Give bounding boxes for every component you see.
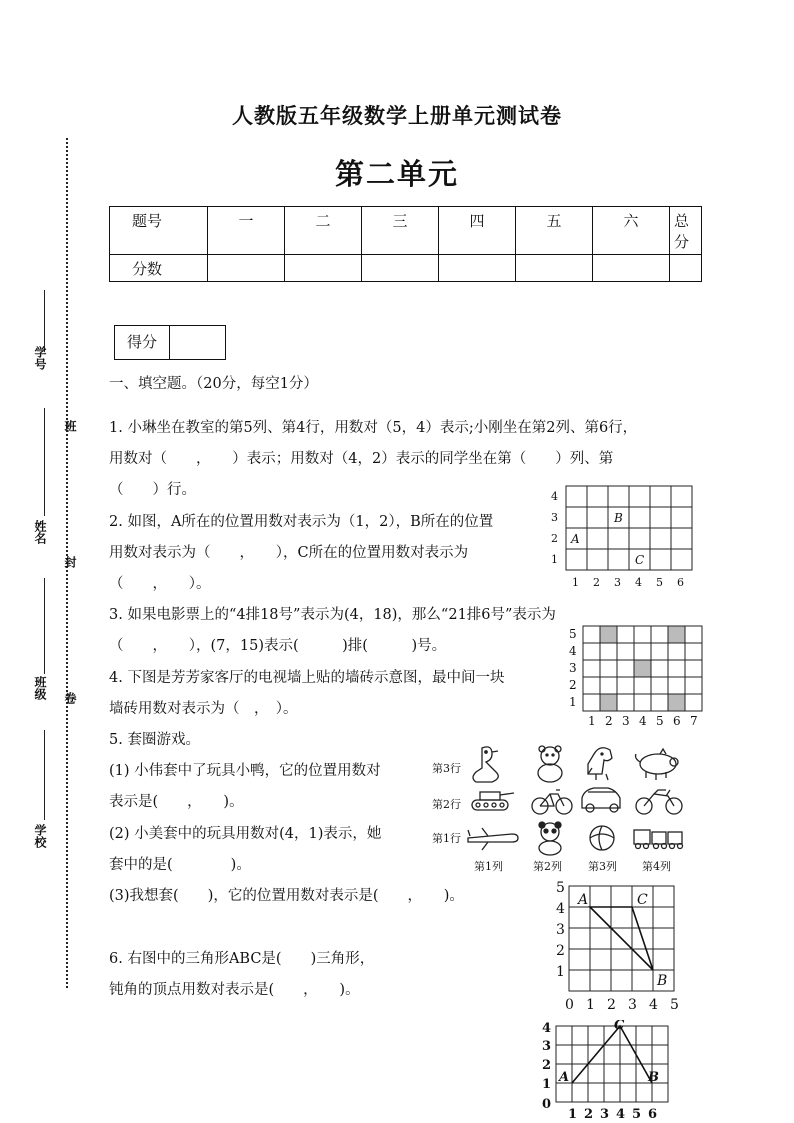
question-line: 5. 套圈游戏。 xyxy=(109,732,200,748)
bicycle-icon[interactable] xyxy=(532,790,572,814)
point-label: B xyxy=(614,511,623,525)
question-line: 表示是( ， )。 xyxy=(109,794,244,810)
airplane-icon[interactable] xyxy=(468,828,518,850)
dog-icon[interactable] xyxy=(588,748,612,780)
col-label: 5 xyxy=(656,576,663,589)
question-line: 钝角的顶点用数对表示是( ， )。 xyxy=(109,982,360,998)
car-icon[interactable] xyxy=(582,788,620,812)
col-label: 第1列 xyxy=(474,860,503,873)
score-input-cell[interactable] xyxy=(593,255,670,282)
x-tick-label: 2 xyxy=(584,1107,594,1120)
row-label: 1 xyxy=(551,553,558,566)
question-line: 用数对表示为（ ， ），C所在的位置用数对表示为 xyxy=(109,545,469,561)
point-label: A xyxy=(559,1070,570,1085)
y-tick-label: 2 xyxy=(542,1058,552,1073)
table-cell: 六 xyxy=(593,207,670,255)
pig-icon[interactable] xyxy=(636,749,679,780)
table-cell: 分数 xyxy=(110,255,208,282)
point-label: B xyxy=(657,973,668,989)
question-line: 墙砖用数对表示为（ ， ）。 xyxy=(109,701,298,717)
duck-icon[interactable] xyxy=(473,747,498,782)
question-line: 套中的是( )。 xyxy=(109,857,251,873)
table-cell: 三 xyxy=(362,207,439,255)
score-input-cell[interactable] xyxy=(285,255,362,282)
col-label: 2 xyxy=(593,576,600,589)
table-cell: 总分 xyxy=(670,207,702,255)
paper-mark-label: 卷 xyxy=(63,692,77,704)
x-tick-label: 1 xyxy=(568,1107,578,1120)
col-label: 6 xyxy=(677,576,684,589)
motorcycle-icon[interactable] xyxy=(636,790,682,814)
y-tick-label: 1 xyxy=(542,1077,552,1092)
table-row xyxy=(110,255,702,282)
table-cell: 一 xyxy=(208,207,285,255)
row-label: 1 xyxy=(569,695,577,709)
row-label: 3 xyxy=(551,511,558,524)
table-cell: 五 xyxy=(516,207,593,255)
x-tick-label: 6 xyxy=(648,1107,658,1120)
row-label: 2 xyxy=(569,678,577,692)
triangle-grid xyxy=(553,876,685,1016)
student-id-label: 学号 xyxy=(33,346,47,370)
page-title: 第二单元 xyxy=(334,157,459,191)
x-tick-label: 2 xyxy=(607,997,616,1013)
y-tick-label: 3 xyxy=(542,1039,552,1054)
x-tick-label: 5 xyxy=(670,997,679,1013)
col-label: 5 xyxy=(656,714,664,728)
question-line: 用数对（ ， ）表示；用数对（4，2）表示的同学坐在第（ ）列、第 xyxy=(109,451,614,467)
x-tick-label: 3 xyxy=(600,1107,610,1120)
triangle-abc xyxy=(590,907,653,970)
question-line: (1) 小伟套中了玩具小鸭，它的位置用数对 xyxy=(109,763,381,779)
question-line: 6. 右图中的三角形ABC是( )三角形， xyxy=(109,951,375,967)
seal-mark-label: 封 xyxy=(63,556,77,568)
school-label: 学校 xyxy=(33,824,47,848)
col-label: 6 xyxy=(673,714,681,728)
panda-icon[interactable] xyxy=(539,822,561,855)
question-line: (2) 小美套中的玩具用数对(4，1)表示，她 xyxy=(109,826,382,842)
score-input-cell[interactable] xyxy=(208,255,285,282)
question-line: 3. 如果电影票上的“4排18号”表示为(4，18)，那么“21排6号”表示为 xyxy=(109,607,556,623)
ball-icon[interactable] xyxy=(590,826,614,850)
score-box-label: 得分 xyxy=(115,326,170,359)
class-line xyxy=(44,578,45,674)
row-label: 第2行 xyxy=(432,798,461,811)
x-tick-label: 0 xyxy=(565,997,574,1013)
tank-icon[interactable] xyxy=(472,792,514,810)
question-line: （ ， ），(7，15)表示( )排( )号。 xyxy=(109,638,447,654)
table-cell: 二 xyxy=(285,207,362,255)
x-tick-label: 3 xyxy=(628,997,637,1013)
student-id-line xyxy=(44,290,45,352)
score-input-cell[interactable] xyxy=(670,255,702,282)
question-line: （ ， ）。 xyxy=(109,576,211,592)
question-line: (3)我想套( )，它的位置用数对表示是( ， )。 xyxy=(109,888,464,904)
col-label: 3 xyxy=(622,714,630,728)
score-input-cell[interactable] xyxy=(439,255,516,282)
section-heading: 一、填空题。（20分，每空1分） xyxy=(109,376,318,392)
teddy-bear-icon[interactable] xyxy=(538,746,562,782)
row-label: 5 xyxy=(569,627,577,641)
point-label: C xyxy=(614,1020,625,1033)
name-label: 姓名 xyxy=(33,520,47,544)
train-icon[interactable] xyxy=(634,830,683,849)
y-tick-label: 2 xyxy=(556,943,565,959)
question-line: 1. 小琳坐在教室的第5列、第4行，用数对（5，4）表示;小刚坐在第2列、第6行， xyxy=(109,420,638,436)
y-tick-label: 1 xyxy=(556,964,565,980)
col-label: 7 xyxy=(690,714,698,728)
row-label: 2 xyxy=(551,532,558,545)
x-tick-label: 5 xyxy=(632,1107,642,1120)
point-label: C xyxy=(637,892,648,908)
class-mark-label: 班 xyxy=(63,420,77,432)
col-label: 4 xyxy=(635,576,642,589)
point-label: C xyxy=(635,553,645,567)
col-label: 第4列 xyxy=(642,860,671,873)
triangle-acb xyxy=(572,1026,652,1083)
score-input-cell[interactable] xyxy=(362,255,439,282)
y-tick-label: 3 xyxy=(556,922,565,938)
x-tick-label: 4 xyxy=(616,1107,626,1120)
x-tick-label: 4 xyxy=(649,997,658,1013)
table-cell: 四 xyxy=(439,207,516,255)
name-line xyxy=(44,408,45,516)
tile-grid xyxy=(566,624,704,730)
point-label: A xyxy=(578,892,589,908)
row-label: 3 xyxy=(569,661,577,675)
col-label: 第2列 xyxy=(533,860,562,873)
y-tick-label: 5 xyxy=(556,880,565,896)
col-label: 4 xyxy=(639,714,647,728)
table-row xyxy=(110,207,702,255)
y-tick-label: 4 xyxy=(542,1021,552,1036)
row-label: 第1行 xyxy=(432,832,461,845)
school-line xyxy=(44,730,45,820)
row-label: 4 xyxy=(569,644,577,658)
row-label: 第3行 xyxy=(432,762,461,775)
point-label: A xyxy=(571,532,580,546)
col-label: 3 xyxy=(614,576,621,589)
table-cell: 题号 xyxy=(110,207,208,255)
y-tick-label: 4 xyxy=(556,901,565,917)
toy-grid xyxy=(430,740,694,876)
row-label: 4 xyxy=(551,490,558,503)
seat-grid xyxy=(548,482,698,594)
question-line: （ ）行。 xyxy=(109,482,196,498)
x-tick-label: 1 xyxy=(586,997,595,1013)
y-tick-label: 0 xyxy=(542,1097,552,1112)
col-label: 1 xyxy=(588,714,596,728)
triangle-grid-2 xyxy=(540,1020,676,1120)
question-line: 2. 如图，A所在的位置用数对表示为（1，2），B所在的位置 xyxy=(109,514,494,530)
col-label: 第3列 xyxy=(588,860,617,873)
score-box xyxy=(114,325,226,360)
col-label: 1 xyxy=(572,576,579,589)
point-label: B xyxy=(648,1070,659,1085)
class-label: 班级 xyxy=(33,676,47,700)
score-table xyxy=(109,206,702,282)
question-line: 4. 下图是芳芳家客厅的电视墙上贴的墙砖示意图，最中间一块 xyxy=(109,670,505,686)
subtitle: 人教版五年级数学上册单元测试卷 xyxy=(232,103,562,128)
score-input-cell[interactable] xyxy=(516,255,593,282)
col-label: 2 xyxy=(605,714,613,728)
